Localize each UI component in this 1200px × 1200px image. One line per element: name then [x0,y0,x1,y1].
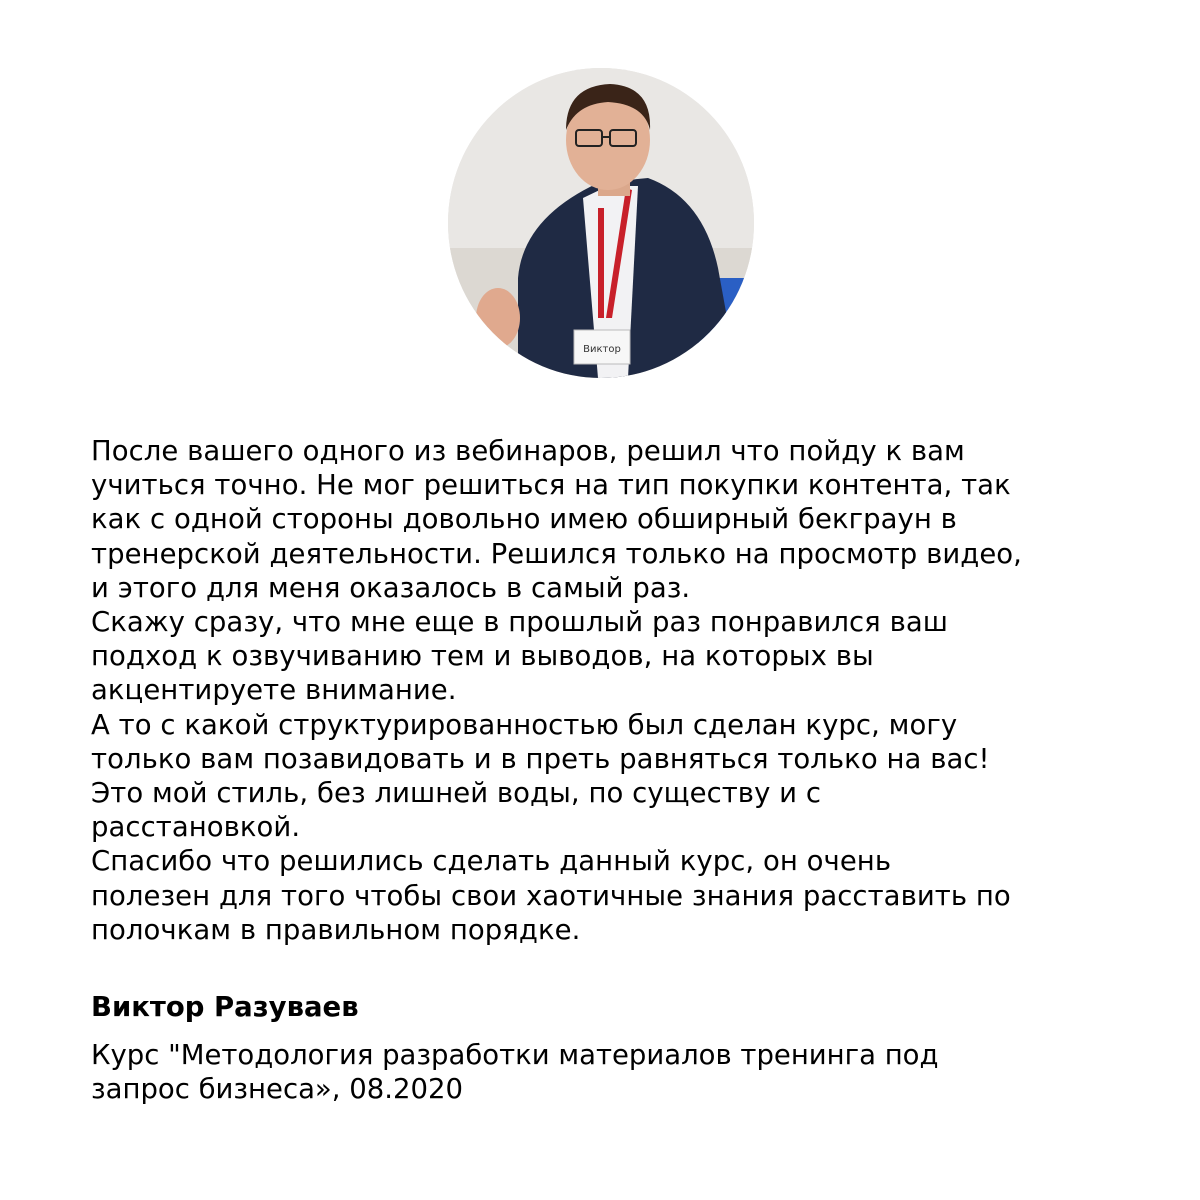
author-avatar [448,68,754,378]
review-text: После вашего одного из вебинаров, решил что пойду к вам учиться точно. Не мог решиться на тип покупки контента, так как с одной стороны довольно имею обширный бекграун в тренерской деятельности. Решился только на просмотр видео, и этого для меня оказалось в самый раз. Скажу сразу, что мне еще в прошлый раз понравился ваш подход к озвучиванию тем и выводов, на которых вы акцентируете внимание. А то с какой структурированностью был сделан курс, могу только вам позавидовать и в преть равняться только на вас! Это мой стиль, без лишней воды, по существу и с расстановкой. Спасибо что решились сделать данный курс, он очень полезен для того чтобы свои хаотичные знания расставить по полочкам в правильном порядке. [91,435,1022,946]
course-info: Курс "Методология разработки материалов тренинга под запрос бизнеса», 08.2020 [91,1039,939,1106]
person-photo-icon [448,68,754,378]
author-name: Виктор Разуваев [91,991,359,1023]
name-badge-text: Виктор [583,344,621,355]
